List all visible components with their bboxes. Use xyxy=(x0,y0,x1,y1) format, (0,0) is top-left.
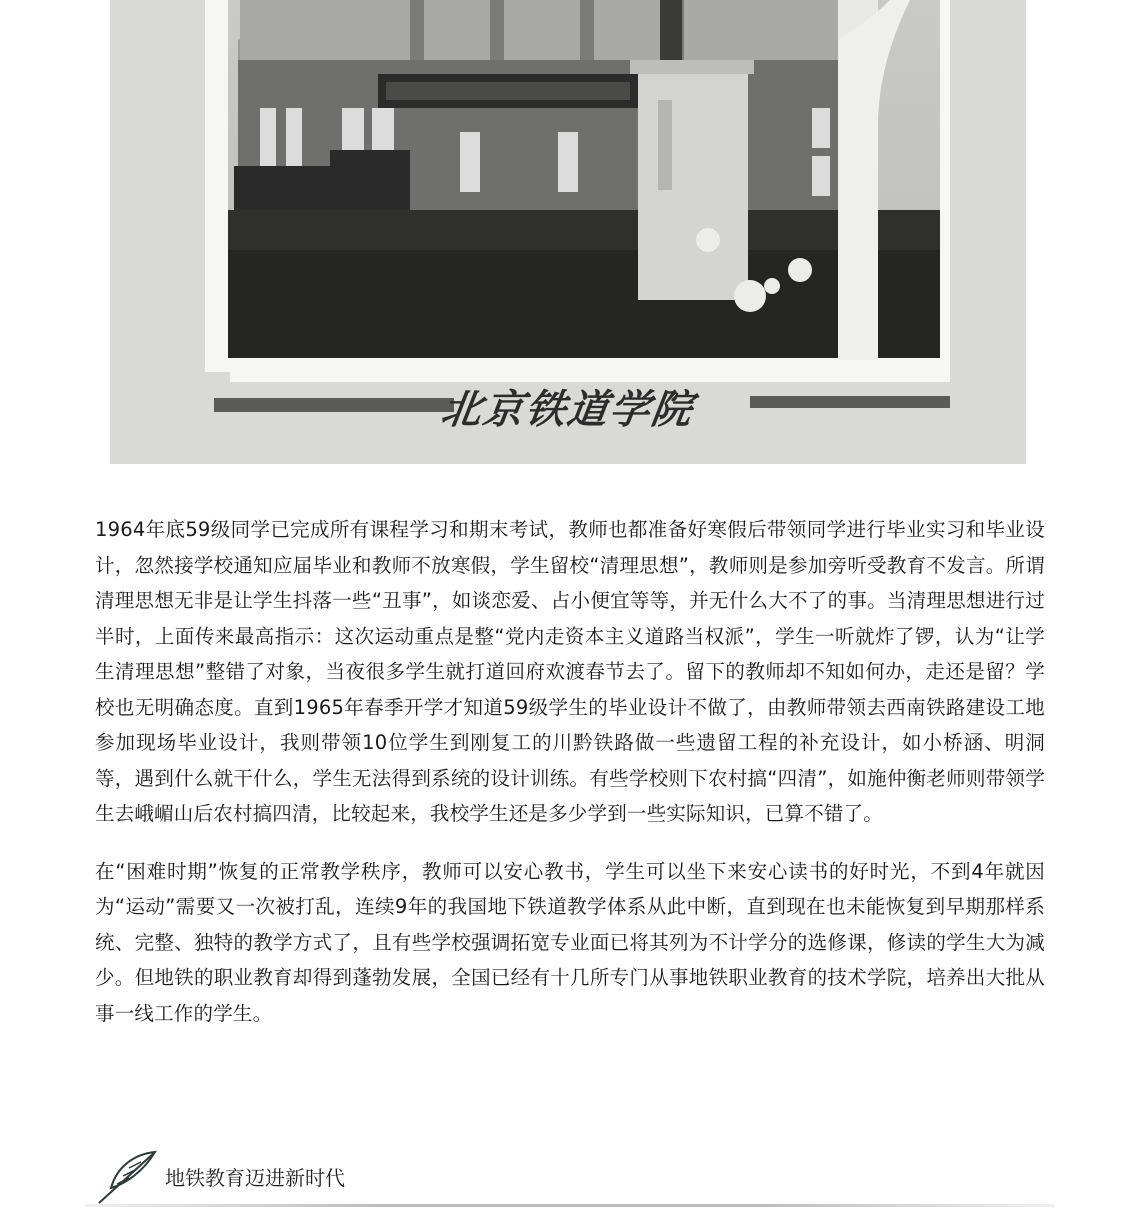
footer-label: 地铁教育迈进新时代 xyxy=(165,1166,345,1190)
page-footer xyxy=(95,1148,1055,1206)
paragraph-2: 在“困难时期”恢复的正常教学秩序，教师可以安心教书，学生可以坐下来安心读书的好时光，不到4年就因为“运动”需要又一次被打乱，连续9年的我国地下铁道教学体系从此中断，直到现在也未能恢复到早期那样系统、完整、独特的教学方式了，且有些学校强调拓宽专业面已将其列为不计学分的选修课，修读的学生大为减少。但地铁的职业教育却得到蓬勃发展，全国已经有十几所专门从事地铁职业教育的技术学院，培养出大批从事一线工作的学生。 xyxy=(95,859,1045,1025)
quill-icon xyxy=(95,1148,161,1206)
paragraph-1: 1964年底59级同学已完成所有课程学习和期末考试，教师也都准备好寒假后带领同学进行毕业实习和毕业设计，忽然接学校通知应届毕业和教师不放寒假，学生留校“清理思想”，教师则是参加旁听受教育不发言。所谓清理思想无非是让学生抖落一些“丑事”，如谈恋爱、占小便宜等等，并无什么大不了的事。当清理思想进行过半时，上面传来最高指示：这次运动重点是整“党内走资本主义道路当权派”，学生一听就炸了锣，认为“让学生清理思想”整错了对象，当夜很多学生就打道回府欢渡春节去了。留下的教师却不知如何办，走还是留？学校也无明确态度。直到1965年春季开学才知道59级学生的毕业设计不做了，由教师带领去西南铁路建设工地参加现场毕业设计，我则带领10位学生到刚复工的川黔铁路做一些遗留工程的补充设计，如小桥涵、明洞等，遇到什么就干什么，学生无法得到系统的设计训练。有些学校则下农村搞“四清”，如施仲衡老师则带领学生去峨嵋山后农村搞四清，比较起来，我校学生还是多少学到一些实际知识，已算不错了。 xyxy=(95,518,1045,825)
footer-divider xyxy=(85,1204,1055,1207)
historic-photo xyxy=(110,0,1026,464)
article-body xyxy=(95,512,1045,1031)
photo-caption: 北京铁道学院 xyxy=(438,386,697,433)
